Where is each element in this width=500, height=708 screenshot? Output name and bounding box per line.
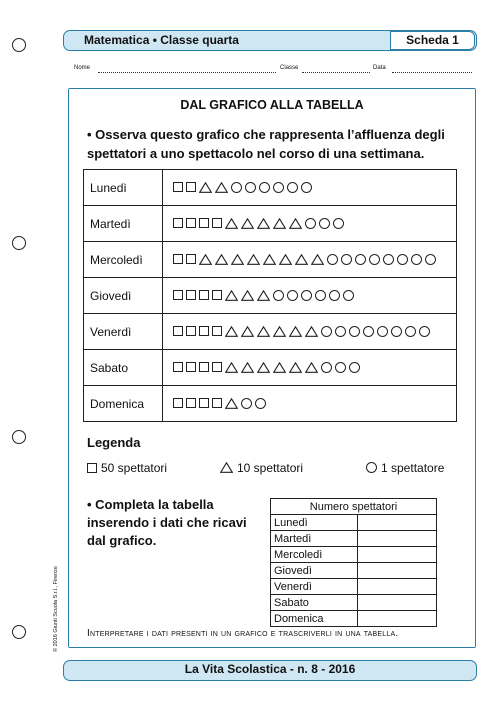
circle-symbol	[411, 254, 422, 265]
triangle-symbol	[289, 362, 302, 373]
binder-hole	[12, 430, 26, 444]
subject-label: Matematica • Classe quarta	[84, 33, 239, 47]
triangle-symbol	[225, 398, 238, 409]
circle-symbol	[231, 182, 242, 193]
chart-day-label: Giovedì	[84, 278, 163, 314]
triangle-symbol	[273, 362, 286, 373]
circle-symbol	[341, 254, 352, 265]
answer-row	[271, 563, 437, 579]
triangle-symbol	[295, 254, 308, 265]
square-symbol	[199, 398, 209, 408]
triangle-symbol	[199, 182, 212, 193]
circle-symbol	[259, 182, 270, 193]
circle-symbol	[405, 326, 416, 337]
chart-row	[84, 314, 457, 350]
square-symbol	[87, 463, 97, 473]
binder-hole	[12, 625, 26, 639]
triangle-symbol	[305, 326, 318, 337]
chart-row	[84, 206, 457, 242]
triangle-symbol	[215, 254, 228, 265]
date-label: Data	[373, 65, 386, 71]
answer-day-label: Martedì	[271, 531, 358, 547]
chart-symbols	[163, 386, 457, 422]
answer-input-cell[interactable]	[358, 579, 437, 595]
chart-row	[84, 386, 457, 422]
square-symbol	[173, 290, 183, 300]
copyright-notice: © 2016 Giunti Scuola S.r.l., Firenze	[53, 566, 59, 652]
triangle-symbol	[257, 218, 270, 229]
answer-input-cell[interactable]	[358, 563, 437, 579]
circle-symbol	[287, 290, 298, 301]
answer-day-label: Domenica	[271, 611, 358, 627]
triangle-symbol	[225, 362, 238, 373]
circle-symbol	[335, 326, 346, 337]
square-symbol	[173, 326, 183, 336]
answer-day-label: Venerdì	[271, 579, 358, 595]
square-symbol	[199, 362, 209, 372]
chart-symbols	[163, 314, 457, 350]
square-symbol	[186, 254, 196, 264]
circle-symbol	[425, 254, 436, 265]
chart-day-label: Martedì	[84, 206, 163, 242]
answer-input-cell[interactable]	[358, 595, 437, 611]
chart-day-label: Domenica	[84, 386, 163, 422]
square-symbol	[173, 362, 183, 372]
sheet-label: Scheda 1	[390, 31, 475, 50]
footer-text: La Vita Scolastica - n. 8 - 2016	[184, 662, 356, 676]
triangle-symbol	[279, 254, 292, 265]
answer-row	[271, 515, 437, 531]
answer-table	[270, 498, 437, 627]
name-label: Nome	[74, 65, 91, 71]
triangle-symbol	[257, 362, 270, 373]
circle-symbol	[333, 218, 344, 229]
chart-row	[84, 350, 457, 386]
legend-circle	[366, 461, 444, 475]
triangle-symbol	[305, 362, 318, 373]
answer-input-cell[interactable]	[358, 547, 437, 563]
answer-table-header: Numero spettatori	[271, 499, 437, 515]
answer-input-cell[interactable]	[358, 611, 437, 627]
circle-symbol	[383, 254, 394, 265]
worksheet-title: DAL GRAFICO ALLA TABELLA	[180, 98, 364, 112]
answer-row	[271, 611, 437, 627]
triangle-symbol	[199, 254, 212, 265]
circle-symbol	[321, 362, 332, 373]
circle-symbol	[321, 326, 332, 337]
chart-day-label: Lunedì	[84, 170, 163, 206]
triangle-symbol	[225, 326, 238, 337]
triangle-symbol	[215, 182, 228, 193]
answer-day-label: Lunedì	[271, 515, 358, 531]
class-label: Classe	[280, 65, 299, 71]
chart-symbols	[163, 242, 457, 278]
triangle-symbol	[257, 290, 270, 301]
circle-symbol	[301, 182, 312, 193]
circle-symbol	[349, 326, 360, 337]
answer-input-cell[interactable]	[358, 515, 437, 531]
answer-input-cell[interactable]	[358, 531, 437, 547]
answer-day-label: Mercoledì	[271, 547, 358, 563]
binder-hole	[12, 38, 26, 52]
circle-symbol	[369, 254, 380, 265]
square-symbol	[212, 290, 222, 300]
answer-row	[271, 595, 437, 611]
legend-triangle-label: 10 spettatori	[237, 461, 304, 475]
legend-title: Legenda	[87, 435, 141, 450]
chart-symbols	[163, 206, 457, 242]
learning-objective: Interpretare i dati presenti in un grafico e trascriverli in una tabella.	[87, 628, 399, 639]
chart-day-label: Mercoledì	[84, 242, 163, 278]
date-field[interactable]	[392, 66, 472, 73]
triangle-symbol	[273, 326, 286, 337]
triangle-symbol	[220, 462, 233, 473]
circle-symbol	[287, 182, 298, 193]
circle-symbol	[301, 290, 312, 301]
circle-symbol	[366, 462, 377, 473]
square-symbol	[186, 182, 196, 192]
chart-day-label: Venerdì	[84, 314, 163, 350]
square-symbol	[186, 398, 196, 408]
chart-symbols	[163, 170, 457, 206]
square-symbol	[173, 182, 183, 192]
triangle-symbol	[247, 254, 260, 265]
triangle-symbol	[225, 290, 238, 301]
square-symbol	[186, 326, 196, 336]
circle-symbol	[245, 182, 256, 193]
square-symbol	[199, 326, 209, 336]
binder-hole	[12, 236, 26, 250]
circle-symbol	[241, 398, 252, 409]
circle-symbol	[327, 254, 338, 265]
circle-symbol	[273, 182, 284, 193]
chart-day-label: Sabato	[84, 350, 163, 386]
square-symbol	[186, 218, 196, 228]
square-symbol	[212, 398, 222, 408]
square-symbol	[173, 398, 183, 408]
circle-symbol	[343, 290, 354, 301]
triangle-symbol	[289, 218, 302, 229]
triangle-symbol	[231, 254, 244, 265]
circle-symbol	[319, 218, 330, 229]
square-symbol	[212, 362, 222, 372]
circle-symbol	[363, 326, 374, 337]
name-field[interactable]	[98, 66, 276, 73]
square-symbol	[173, 254, 183, 264]
triangle-symbol	[241, 362, 254, 373]
circle-symbol	[255, 398, 266, 409]
chart-symbols	[163, 350, 457, 386]
class-field[interactable]	[302, 66, 370, 73]
triangle-symbol	[263, 254, 276, 265]
chart-symbols	[163, 278, 457, 314]
circle-symbol	[355, 254, 366, 265]
square-symbol	[186, 290, 196, 300]
intro-instruction: • Osserva questo grafico che rappresenta l’affluenza degli spettatori a uno spettacolo nel corso di una settimana.	[87, 127, 445, 161]
circle-symbol	[335, 362, 346, 373]
square-symbol	[199, 218, 209, 228]
triangle-symbol	[241, 218, 254, 229]
triangle-symbol	[273, 218, 286, 229]
circle-symbol	[397, 254, 408, 265]
answer-day-label: Sabato	[271, 595, 358, 611]
square-symbol	[212, 326, 222, 336]
triangle-symbol	[289, 326, 302, 337]
answer-row	[271, 547, 437, 563]
square-symbol	[212, 218, 222, 228]
triangle-symbol	[225, 218, 238, 229]
legend-square-label: 50 spettatori	[101, 461, 168, 475]
circle-symbol	[419, 326, 430, 337]
legend-square	[87, 461, 167, 475]
circle-symbol	[349, 362, 360, 373]
legend-circle-label: 1 spettatore	[381, 461, 445, 475]
task-instruction: • Completa la tabella inserendo i dati che ricavi dal grafico.	[87, 497, 247, 548]
triangle-symbol	[241, 290, 254, 301]
triangle-symbol	[257, 326, 270, 337]
legend-triangle	[220, 461, 303, 475]
answer-day-label: Giovedì	[271, 563, 358, 579]
circle-symbol	[377, 326, 388, 337]
circle-symbol	[273, 290, 284, 301]
triangle-symbol	[241, 326, 254, 337]
pictogram-chart	[83, 169, 457, 422]
circle-symbol	[305, 218, 316, 229]
circle-symbol	[315, 290, 326, 301]
circle-symbol	[391, 326, 402, 337]
triangle-symbol	[311, 254, 324, 265]
chart-row	[84, 278, 457, 314]
chart-row	[84, 170, 457, 206]
square-symbol	[173, 218, 183, 228]
answer-row	[271, 531, 437, 547]
square-symbol	[186, 362, 196, 372]
circle-symbol	[329, 290, 340, 301]
chart-row	[84, 242, 457, 278]
square-symbol	[199, 290, 209, 300]
answer-row	[271, 579, 437, 595]
